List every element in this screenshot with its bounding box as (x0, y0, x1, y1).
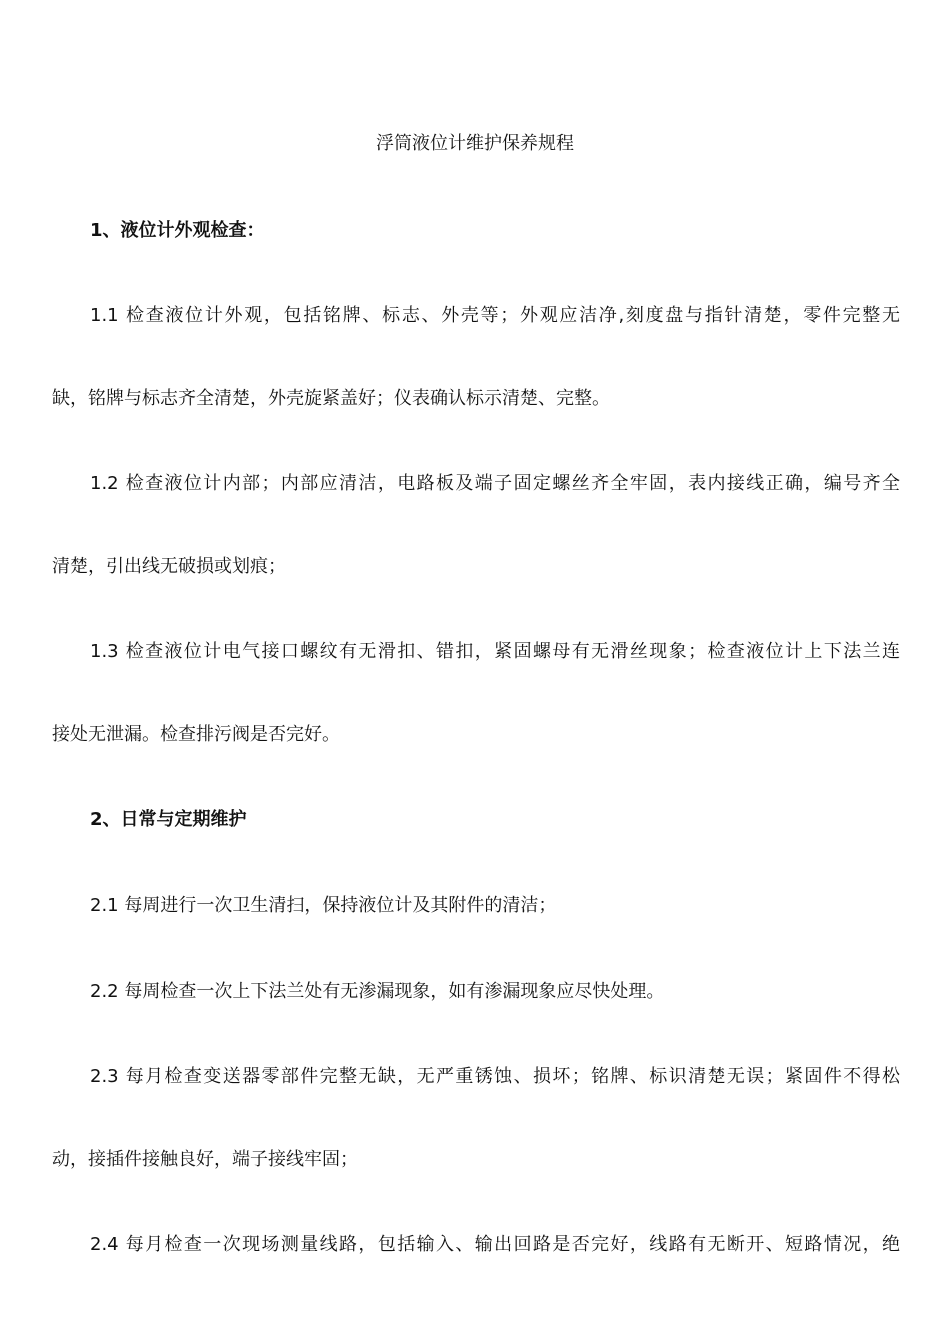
paragraph-1-3-line-2: 接处无泄漏。检查排污阀是否完好。 (52, 724, 340, 745)
paragraph-2-2: 2.2 每周检查一次上下法兰处有无渗漏现象，如有渗漏现象应尽快处理。 (90, 981, 665, 1002)
paragraph-1-2-line-2: 清楚，引出线无破损或划痕； (52, 556, 286, 577)
section-1-heading: 1、液位计外观检查： (90, 220, 265, 241)
paragraph-2-3-line-2: 动，接插件接触良好，端子接线牢固； (52, 1149, 358, 1170)
paragraph-2-3-line-1: 2.3 每月检查变送器零部件完整无缺，无严重锈蚀、损坏；铭牌、标识清楚无误；紧固件不得松 (90, 1066, 900, 1087)
paragraph-1-3-line-1: 1.3 检查液位计电气接口螺纹有无滑扣、错扣，紧固螺母有无滑丝现象；检查液位计上下法兰连 (90, 641, 900, 662)
paragraph-1-1-line-2: 缺，铭牌与标志齐全清楚，外壳旋紧盖好；仪表确认标示清楚、完整。 (52, 388, 610, 409)
paragraph-1-2-line-1: 1.2 检查液位计内部；内部应清洁，电路板及端子固定螺丝齐全牢固，表内接线正确，编号齐全 (90, 473, 900, 494)
paragraph-2-1: 2.1 每周进行一次卫生清扫，保持液位计及其附件的清洁； (90, 895, 557, 916)
section-2-heading: 2、日常与定期维护 (90, 809, 247, 830)
paragraph-1-1-line-1: 1.1 检查液位计外观，包括铭牌、标志、外壳等；外观应洁净,刻度盘与指针清楚，零件完整无 (90, 305, 900, 326)
document-title: 浮筒液位计维护保养规程 (376, 133, 574, 154)
paragraph-2-4-line-1: 2.4 每月检查一次现场测量线路，包括输入、输出回路是否完好，线路有无断开、短路情况，绝 (90, 1234, 900, 1255)
